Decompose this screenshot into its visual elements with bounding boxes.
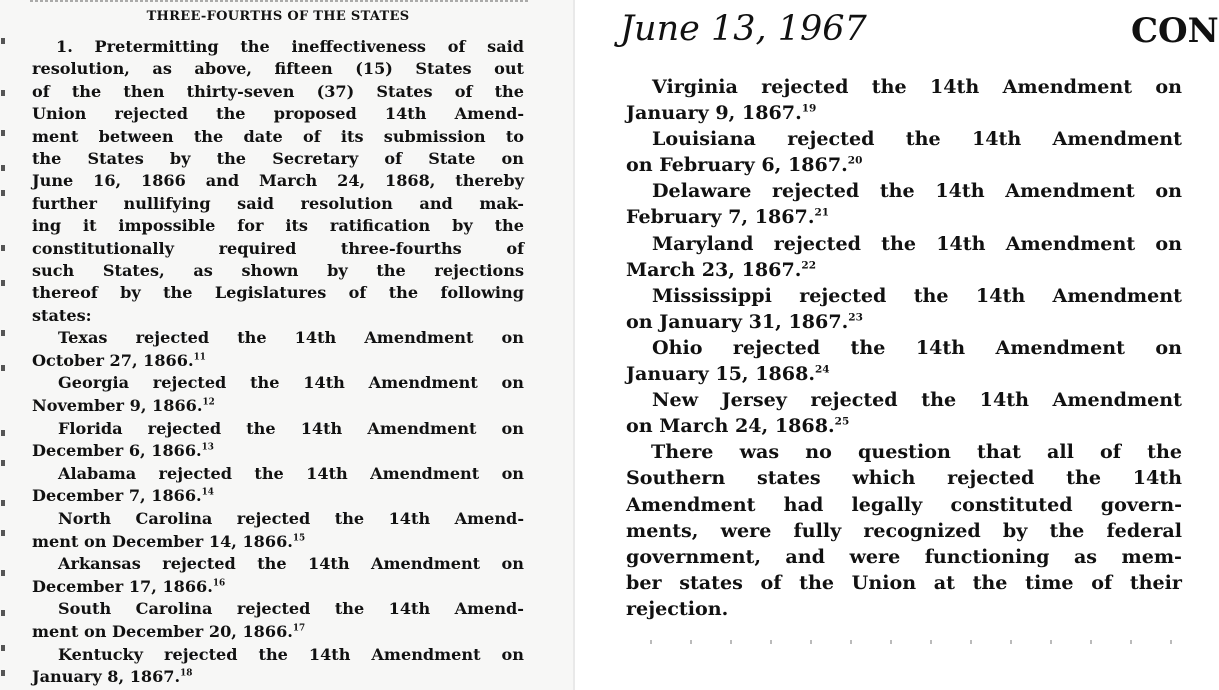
entry-first-line: Alabama rejected the 14th Amendment on bbox=[58, 463, 524, 483]
rejection-entry bbox=[32, 553, 524, 598]
cropped-glyph bbox=[1, 645, 5, 651]
entry-first-line: Maryland rejected the 14th Amendment on bbox=[652, 231, 1182, 255]
margin-marks bbox=[0, 30, 8, 690]
entry-second-line bbox=[32, 576, 524, 599]
cropped-glyph bbox=[1, 570, 5, 576]
footnote-marker: 15 bbox=[292, 533, 306, 544]
entry-first-line: Delaware rejected the 14th Amendment on bbox=[652, 179, 1182, 203]
entry-date: on March 24, 1868. bbox=[626, 414, 835, 438]
rejection-entry bbox=[626, 283, 1182, 335]
paragraph-line: June 16, 1866 and March 24, 1868, thereby bbox=[32, 171, 524, 191]
footnote-marker: 12 bbox=[202, 397, 215, 408]
entry-second-line bbox=[626, 257, 1182, 283]
left-text-column bbox=[32, 36, 524, 689]
entry-second-line bbox=[626, 361, 1182, 387]
cropped-glyph bbox=[1, 130, 5, 136]
entry-second-line bbox=[32, 485, 524, 508]
rejection-entry bbox=[626, 387, 1182, 439]
entry-date: December 17, 1866. bbox=[32, 576, 213, 596]
paragraph-line: further nullifying said resolution and mak- bbox=[32, 193, 524, 213]
entry-date: on February 6, 1867. bbox=[626, 153, 848, 177]
entry-date: January 9, 1867. bbox=[626, 101, 802, 125]
entry-first-line: Texas rejected the 14th Amendment on bbox=[58, 328, 524, 348]
entry-second-line bbox=[32, 621, 524, 644]
entry-date: October 27, 1866. bbox=[32, 350, 194, 370]
entry-date: December 6, 1866. bbox=[32, 441, 202, 461]
paragraph-line: ber states of the Union at the time of their bbox=[626, 570, 1182, 594]
footnote-marker: 25 bbox=[834, 415, 850, 428]
entry-second-line bbox=[32, 531, 524, 554]
entry-date: November 9, 1866. bbox=[32, 396, 203, 416]
paragraph-line: states: bbox=[32, 305, 92, 325]
entry-second-line bbox=[626, 152, 1182, 178]
footnote-marker: 21 bbox=[814, 207, 830, 220]
footnote-marker: 13 bbox=[201, 442, 214, 453]
footnote-marker: 17 bbox=[292, 623, 306, 634]
entry-second-line bbox=[626, 413, 1182, 439]
section-heading: THREE-FOURTHS OF THE STATES bbox=[146, 9, 410, 24]
cropped-glyph bbox=[1, 330, 5, 336]
entry-date: December 7, 1866. bbox=[32, 486, 202, 506]
rejection-entry bbox=[626, 335, 1182, 387]
cropped-glyph bbox=[1, 165, 5, 171]
paragraph-line: ments, were fully recognized by the federal bbox=[626, 518, 1182, 542]
page-date-header: June 13, 1967 bbox=[620, 9, 867, 49]
rejection-entry bbox=[32, 508, 524, 553]
footnote-marker: 14 bbox=[201, 488, 214, 499]
cropped-glyph bbox=[1, 430, 5, 436]
cropped-next-line bbox=[650, 640, 1190, 644]
cropped-glyph bbox=[1, 245, 5, 251]
footnote-marker: 16 bbox=[212, 578, 226, 589]
entry-first-line: Louisiana rejected the 14th Amendment bbox=[652, 127, 1182, 151]
entry-first-line: North Carolina rejected the 14th Amend- bbox=[58, 509, 524, 529]
entry-date: February 7, 1867. bbox=[626, 205, 815, 229]
entry-second-line bbox=[626, 309, 1182, 335]
entry-first-line: Virginia rejected the 14th Amendment on bbox=[652, 75, 1182, 98]
paragraph-line: government, and were functioning as mem- bbox=[626, 544, 1182, 568]
entry-first-line: Mississippi rejected the 14th Amendment bbox=[652, 283, 1182, 307]
entry-second-line bbox=[32, 666, 524, 689]
entry-first-line: Ohio rejected the 14th Amendment on bbox=[652, 335, 1182, 359]
footnote-marker: 11 bbox=[193, 352, 206, 363]
rejection-list-right bbox=[626, 74, 1182, 439]
paragraph-line: constitutionally required three-fourths of bbox=[32, 238, 524, 258]
entry-first-line: Kentucky rejected the 14th Amendment on bbox=[58, 644, 524, 664]
paragraph-line: Amendment had legally constituted govern- bbox=[626, 492, 1182, 516]
left-page-column bbox=[0, 0, 575, 690]
rejection-entry bbox=[626, 126, 1182, 178]
entry-first-line: Georgia rejected the 14th Amendment on bbox=[58, 373, 524, 393]
rejection-entry bbox=[32, 463, 524, 508]
entry-date: ment on December 14, 1866. bbox=[32, 531, 293, 551]
right-text-column bbox=[626, 74, 1182, 622]
footnote-marker: 23 bbox=[848, 311, 863, 324]
rejection-entry bbox=[626, 178, 1182, 230]
rejection-entry bbox=[32, 644, 524, 689]
cropped-glyph bbox=[1, 500, 5, 506]
running-head: CON bbox=[1131, 11, 1219, 51]
cropped-heading-line bbox=[30, 0, 530, 2]
cropped-glyph bbox=[1, 280, 5, 286]
entry-date: ment on December 20, 1866. bbox=[32, 622, 293, 641]
paragraph-line: of the then thirty-seven (37) States of the bbox=[32, 81, 524, 101]
footnote-marker: 22 bbox=[801, 259, 817, 272]
cropped-glyph bbox=[1, 190, 5, 196]
cropped-glyph bbox=[1, 38, 5, 44]
paragraph-line: There was no question that all of the bbox=[651, 440, 1182, 464]
entry-date: January 15, 1868. bbox=[626, 362, 815, 386]
rejection-entry bbox=[32, 372, 524, 417]
rejection-entry bbox=[626, 231, 1182, 283]
entry-first-line: Florida rejected the 14th Amendment on bbox=[58, 418, 524, 438]
paragraph-line: Union rejected the proposed 14th Amend- bbox=[32, 104, 524, 124]
entry-second-line bbox=[32, 395, 524, 418]
entry-date: on January 31, 1867. bbox=[626, 309, 849, 333]
footnote-marker: 19 bbox=[801, 102, 817, 115]
paragraph-line: rejection. bbox=[626, 596, 729, 620]
cropped-glyph bbox=[1, 90, 5, 96]
rejection-entry bbox=[32, 598, 524, 643]
entry-first-line: Arkansas rejected the 14th Amendment on bbox=[58, 554, 524, 574]
rejection-entry bbox=[626, 74, 1182, 126]
paragraph-line: the States by the Secretary of State on bbox=[32, 149, 524, 169]
entry-first-line: New Jersey rejected the 14th Amendment bbox=[652, 388, 1182, 412]
entry-first-line: South Carolina rejected the 14th Amend- bbox=[58, 599, 524, 619]
paragraph-line: resolution, as above, fifteen (15) States out bbox=[32, 59, 524, 79]
entry-date: January 8, 1867. bbox=[32, 667, 181, 687]
cropped-glyph bbox=[1, 610, 5, 616]
paragraph-line: Southern states which rejected the 14th bbox=[626, 466, 1182, 490]
entry-second-line bbox=[32, 350, 524, 373]
rejection-list-left bbox=[32, 327, 524, 689]
entry-date: March 23, 1867. bbox=[626, 257, 802, 281]
paragraph-line: ment between the date of its submission to bbox=[32, 126, 524, 146]
paragraph-line: 1. Pretermitting the ineffectiveness of said bbox=[56, 37, 524, 56]
rejection-entry bbox=[32, 327, 524, 372]
closing-paragraph bbox=[626, 439, 1182, 622]
cropped-glyph bbox=[1, 670, 5, 676]
paragraph-line: such States, as shown by the rejections bbox=[32, 261, 524, 281]
entry-second-line bbox=[626, 100, 1182, 126]
cropped-glyph bbox=[1, 460, 5, 466]
footnote-marker: 18 bbox=[180, 668, 193, 679]
entry-second-line bbox=[32, 440, 524, 463]
footnote-marker: 20 bbox=[847, 154, 863, 167]
paragraph-line: thereof by the Legislatures of the following bbox=[32, 283, 524, 303]
cropped-glyph bbox=[1, 530, 5, 536]
footnote-marker: 24 bbox=[815, 363, 830, 376]
rejection-entry bbox=[32, 418, 524, 463]
entry-second-line bbox=[626, 204, 1182, 230]
paragraph-line: ing it impossible for its ratification by the bbox=[32, 216, 524, 236]
intro-paragraph bbox=[32, 36, 524, 327]
cropped-glyph bbox=[1, 365, 5, 371]
